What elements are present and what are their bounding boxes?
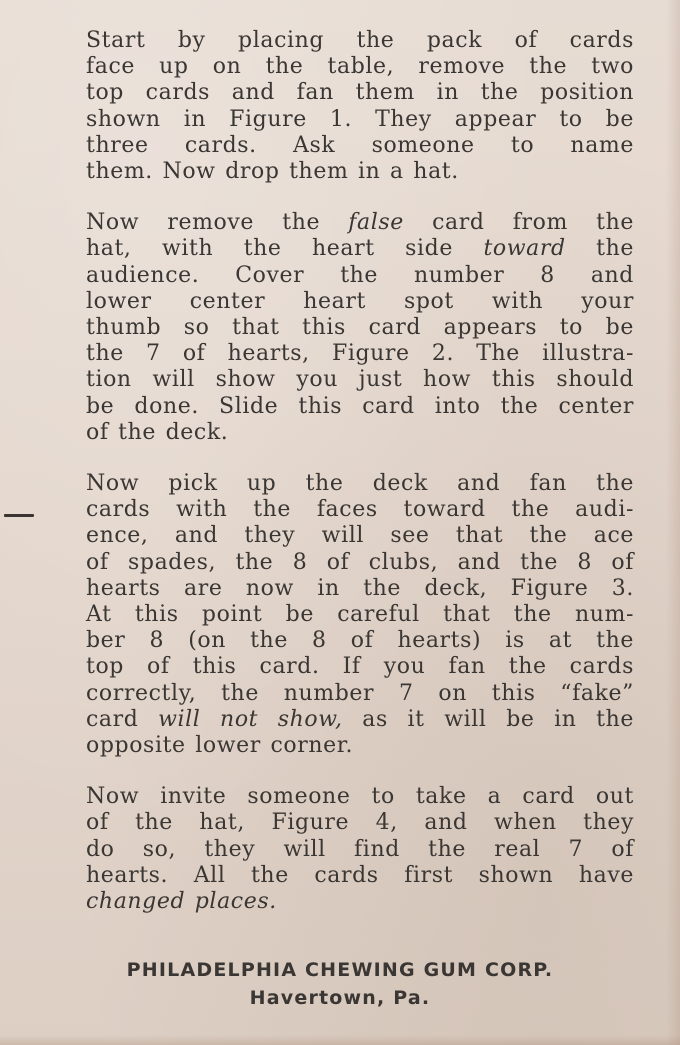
text-line <box>86 394 634 420</box>
text-line <box>86 80 634 106</box>
body-text: card from the <box>403 210 634 236</box>
body-text: of spades, the 8 of clubs, and the 8 of <box>86 549 634 575</box>
body-text: of the deck. <box>86 419 229 445</box>
body-text: face up on the table, remove the two <box>86 54 634 80</box>
text-line <box>86 28 634 54</box>
text-line <box>86 784 634 810</box>
body-text: three cards. Ask someone to name <box>86 132 634 158</box>
text-line <box>86 628 634 654</box>
paragraph-3 <box>86 471 634 759</box>
text-line <box>86 654 634 680</box>
body-text: opposite lower corner. <box>86 733 354 759</box>
text-line <box>86 602 634 628</box>
text-line <box>86 889 634 915</box>
paragraph-4 <box>86 784 634 915</box>
emphasis-text: changed places. <box>86 889 277 915</box>
text-line <box>86 133 634 159</box>
body-text: top of this card. If you fan the cards <box>86 654 634 680</box>
text-line <box>86 523 634 549</box>
body-text: Now remove the <box>86 210 349 236</box>
body-text: thumb so that this card appears to be <box>86 315 634 341</box>
text-line <box>86 263 634 289</box>
text-line <box>86 733 634 759</box>
body-text: tion will show you just how this should <box>86 367 634 393</box>
paragraph-1 <box>86 28 634 185</box>
body-text: do so, they will find the real 7 of <box>86 836 634 862</box>
body-text: as it will be in the <box>342 706 635 732</box>
text-line <box>86 681 634 707</box>
paragraph-2 <box>86 210 634 446</box>
text-line <box>86 707 634 733</box>
text-line <box>86 550 634 576</box>
footer <box>0 956 680 1012</box>
company-name: PHILADELPHIA CHEWING GUM CORP. <box>126 959 554 981</box>
body-text: hat, with the heart side <box>86 236 484 262</box>
company-city: Havertown, Pa. <box>249 987 431 1009</box>
text-line <box>86 107 634 133</box>
card-edge-shadow <box>666 0 680 1045</box>
text-line <box>86 420 634 446</box>
body-text: hearts are now in the deck, Figure 3. <box>86 575 634 601</box>
body-text: Now pick up the deck and fan the <box>86 471 634 497</box>
body-text: audience. Cover the number 8 and <box>86 262 634 288</box>
text-line <box>86 315 634 341</box>
instructions-text <box>86 28 634 940</box>
margin-mark <box>4 514 34 517</box>
body-text: At this point be careful that the num- <box>86 602 634 628</box>
emphasis-text: toward <box>483 236 566 262</box>
body-text: card <box>86 706 159 732</box>
body-text: correctly, the number 7 on this “fake” <box>86 680 634 706</box>
body-text: ber 8 (on the 8 of hearts) is at the <box>86 628 634 654</box>
text-line <box>86 341 634 367</box>
body-text: ence, and they will see that the ace <box>86 523 634 549</box>
card-bottom-shadow <box>0 1035 680 1045</box>
text-line <box>86 810 634 836</box>
body-text: be done. Slide this card into the center <box>86 393 634 419</box>
text-line <box>86 837 634 863</box>
body-text: them. Now drop them in a hat. <box>86 159 459 185</box>
body-text: lower center heart spot with your <box>86 288 634 314</box>
text-line <box>86 367 634 393</box>
emphasis-text: will not show, <box>158 706 343 732</box>
text-line <box>86 289 634 315</box>
text-line <box>86 54 634 80</box>
text-line <box>86 236 634 262</box>
text-line <box>86 159 634 185</box>
text-line <box>86 576 634 602</box>
body-text: the <box>565 236 634 262</box>
body-text: cards with the faces toward the audi- <box>86 497 634 523</box>
text-line <box>86 863 634 889</box>
body-text: top cards and fan them in the position <box>86 80 634 106</box>
text-line <box>86 471 634 497</box>
body-text: of the hat, Figure 4, and when they <box>86 810 634 836</box>
emphasis-text: false <box>348 210 404 236</box>
body-text: shown in Figure 1. They appear to be <box>86 106 634 132</box>
text-line <box>86 210 634 236</box>
body-text: the 7 of hearts, Figure 2. The illustra- <box>86 341 634 367</box>
text-line <box>86 497 634 523</box>
body-text: hearts. All the cards first shown have <box>86 862 634 888</box>
body-text: Now invite someone to take a card out <box>86 784 634 810</box>
body-text: Start by placing the pack of cards <box>86 28 634 53</box>
